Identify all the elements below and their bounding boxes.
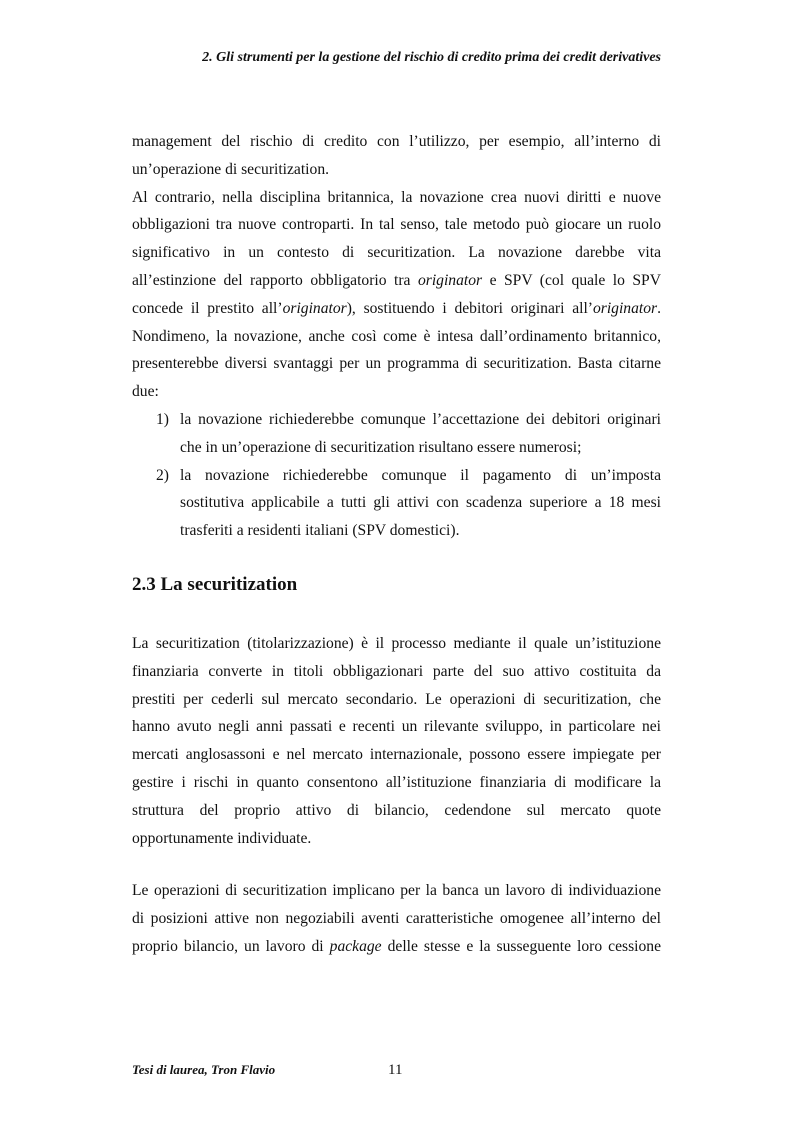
text-line: Al contrario, nella disciplina britannica, la novazione crea nuovi diritti e nuove [132, 188, 661, 206]
emphasis-originator: originator [417, 271, 483, 289]
text-line: di posizioni attive non negoziabili aventi caratteristiche omogenee all’interno del [132, 909, 661, 927]
text-line: sostitutiva applicabile a tutti gli attivi con scadenza superiore a 18 mesi [180, 494, 661, 512]
emphasis-originator: originator [282, 299, 347, 317]
numbered-list [132, 406, 661, 545]
text-line: un’operazione di securitization. [132, 160, 330, 178]
paragraph-securitization-definition [132, 630, 661, 852]
text-line: Nondimeno, la novazione, anche così come è intesa dall’ordinamento britannico, [132, 327, 661, 345]
emphasis-package: package [329, 937, 382, 955]
section-heading: 2.3 La securitization [132, 574, 298, 595]
page-number: 11 [388, 1062, 403, 1078]
footer-author: Tesi di laurea, Tron Flavio [132, 1062, 276, 1077]
text-line: obbligazioni tra nuove controparti. In tal senso, tale metodo può giocare un ruolo [132, 216, 661, 234]
text-line: mercati anglosassoni e nel mercato internazionale, possono essere impiegate per [132, 746, 661, 764]
list-item-number: 1) [156, 410, 169, 428]
text-line: management del rischio di credito con l’utilizzo, per esempio, all’interno di [132, 133, 661, 150]
text-line: due: [132, 383, 159, 401]
text-line: che in un’operazione di securitization risultano essere numerosi; [180, 438, 582, 456]
text-line: all’estinzione del rapporto obbligatorio tra originator e SPV (col quale lo SPV [132, 271, 661, 289]
text-line: Le operazioni di securitization implicano per la banca un lavoro di individuazione [132, 882, 661, 899]
body-text-upper [132, 128, 661, 545]
text-line: opportunamente individuate. [132, 829, 312, 847]
text-line: struttura del proprio attivo di bilancio, cedendone sul mercato quote [132, 801, 661, 819]
running-header: 2. Gli strumenti per la gestione del rischio di credito prima dei credit derivatives [202, 50, 661, 65]
text-line: gestire i rischi in quanto consentono all’istituzione finanziaria di modificare la [132, 773, 661, 791]
text-line: hanno avuto negli anni passati e recenti un rilevante sviluppo, in particolare nei [132, 718, 661, 736]
list-item [132, 406, 661, 462]
list-item [132, 462, 661, 545]
paragraph-continuation [132, 128, 661, 184]
text-line: trasferiti a residenti italiani (SPV domestici). [180, 522, 460, 540]
text-line: significativo in un contesto di securitization. La novazione darebbe vita [132, 244, 661, 262]
text-line: concede il prestito all’originator), sostituendo i debitori originari all’originator. [132, 299, 661, 317]
paragraph-securitization-operations [132, 877, 661, 960]
paragraph-novazione [132, 184, 661, 406]
text-line: prestiti per cederli sul mercato secondario. Le operazioni di securitization, che [132, 690, 661, 708]
emphasis-originator: originator [592, 299, 658, 317]
text-line: finanziaria converte in titoli obbligazionari parte del suo attivo costituita da [132, 662, 661, 680]
text-line: la novazione richiederebbe comunque l’accettazione dei debitori originari [180, 410, 661, 428]
text-line: presenterebbe diversi svantaggi per un programma di securitization. Basta citarne [132, 355, 661, 373]
list-item-number: 2) [156, 466, 169, 484]
text-line: La securitization (titolarizzazione) è il processo mediante il quale un’istituzione [132, 635, 661, 652]
text-line: la novazione richiederebbe comunque il pagamento di un’imposta [180, 466, 661, 484]
text-line: proprio bilancio, un lavoro di package delle stesse e la susseguente loro cessione [132, 937, 661, 955]
